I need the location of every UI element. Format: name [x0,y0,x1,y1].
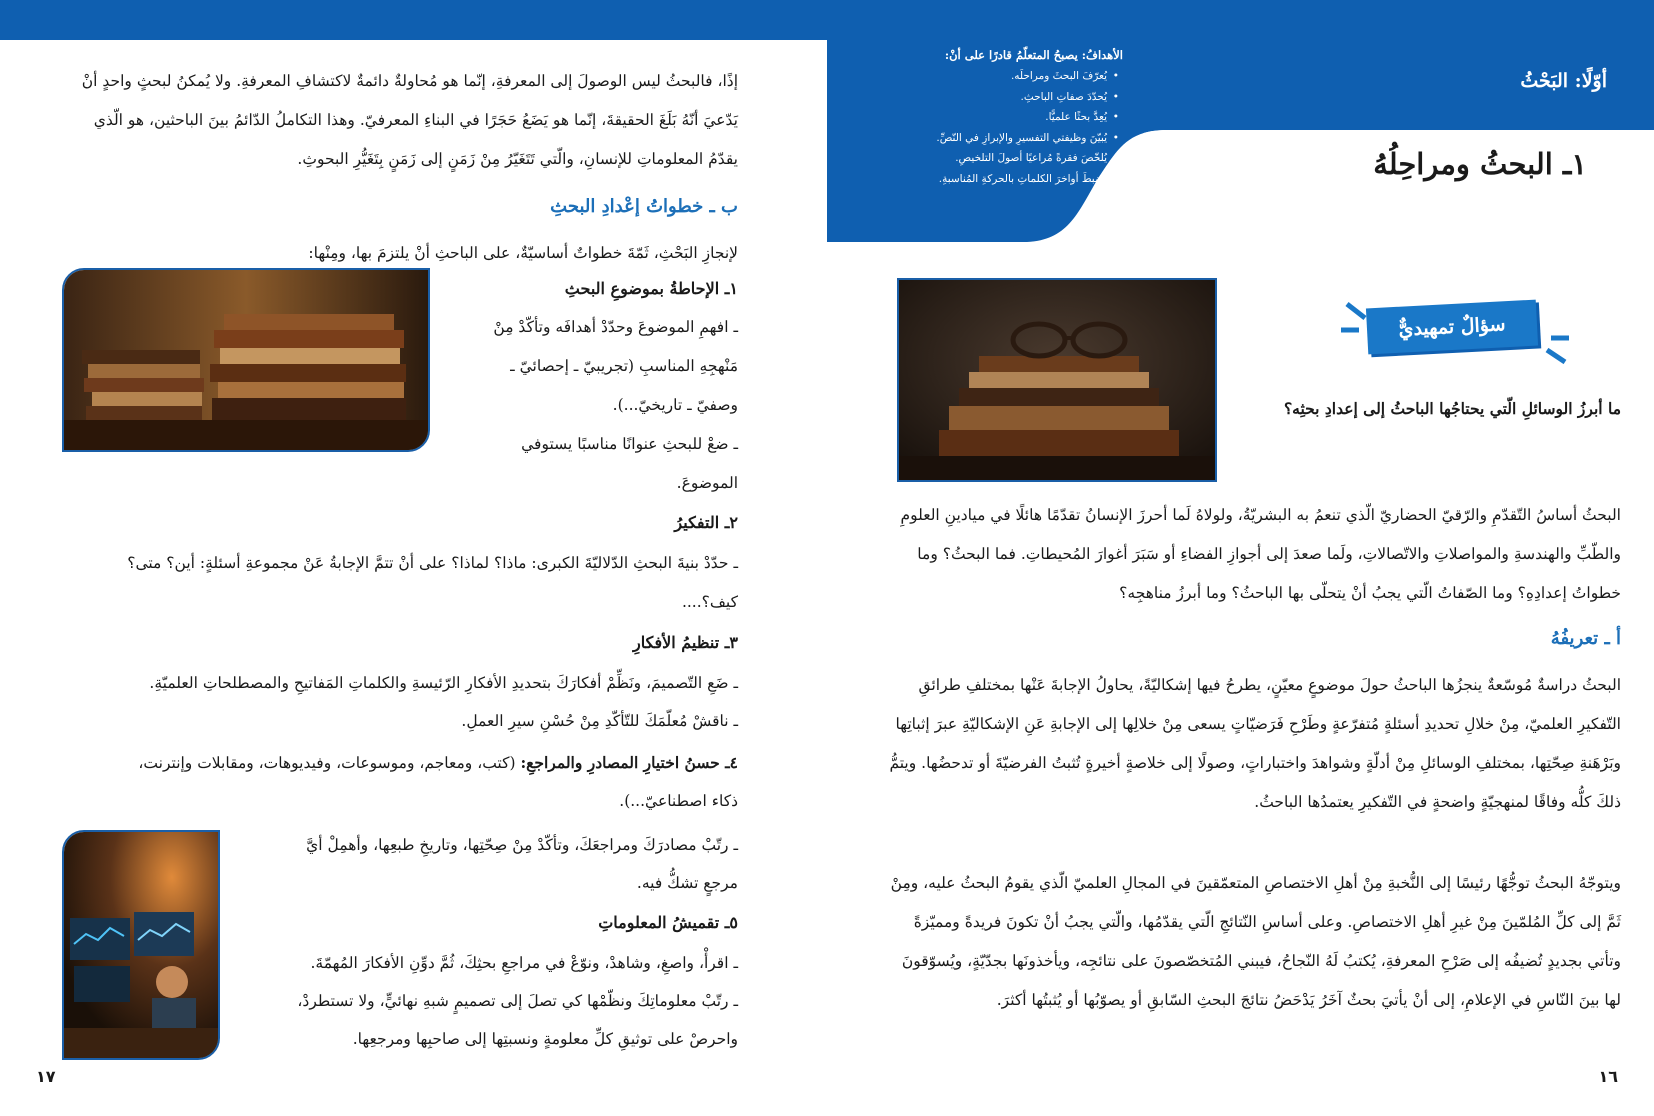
step2-list [62,544,738,622]
step4-item: ـ رتّبْ مصادرَكَ ومراجعَكَ، وتأكّدْ مِنْ صِحّتِها، وتاريخِ طبعِها، وأهمِلْ أيَّ [306,836,738,854]
section-a-title: أ ـ تعريفُهُ [1550,628,1621,649]
researcher-photo [62,830,220,1060]
section-b-intro: لإنجازِ البَحْثِ، ثَمّةَ خطواتٌ أساسيّةٌ، على الباحثِ أنْ يلتزمَ بها، ومِنْها: [308,244,738,262]
orientation-paragraph: ويتوجّهُ البحثُ توجُّهًا رئيسًا إلى النُّخبةِ مِنْ أهلِ الاختصاصِ المتعمّقينَ في المجالِ العلميّ الّذي يقومُ البحثُ عليه، ومِنْ ثَمَّ إلى كلِّ المُلمّينَ مِنْ غيرِ أهلِ الاختصاصِ. وعلى أساسِ النّتائجِ الّتي يقدّمُها، والّتي يجبُ أنْ تكونَ فريدةً ومميّزةً وتأتي بجديدٍ تُضيفُه إلى صَرْحِ المعرفةِ، يُكتبُ لَهُ النّجاحُ، فيبني المُتخصّصونَ على نتائجِه، ويأخذونَها بجدّيّةٍ، ويُسوّقونَ لها بينَ النّاسِ في الإعلامِ، إلى أنْ يأتيَ بحثٌ آخَرُ يَدْحَضُ نتائجَ البحثِ السّابقِ أو يصوّبُها أو يُثبتُها أكثرَ. [890,874,1621,1009]
books-glasses-photo [897,278,1217,482]
step4-list [226,826,738,902]
step1-line: ـ افهمِ الموضوعَ وحدّدْ أهدافَه وتأكّدْ مِنْ [493,318,738,336]
step3-line: ـ ناقشْ مُعلّمَكَ للتّأكّدِ مِنْ حُسْنِ سيرِ العملِ. [461,712,738,730]
page-number-right: ١٦ [1598,1067,1618,1086]
step5-item: واحرصْ على توثيقِ كلِّ معلومةٍ ونسبتِها إلى صاحبِها ومرجعِها. [352,1030,738,1048]
definition-paragraph: البحثُ دراسةٌ مُوسّعةٌ ينجزُها الباحثُ حولَ موضوعٍ معيّنٍ، يطرحُ فيها إشكاليّةً، يحاولُ الإجابةَ عَنْها بمختلفِ طرائقِ التّفكيرِ العلميّ، مِنْ خلالِ تحديدِ أسئلةٍ مُتفرّعةٍ وطَرْحِ فَرَضيّاتٍ يسعى مِنْ خلالِها إلى الإجابةِ عَنِ الإشكاليّةِ عبرَ إثباتِها وبَرْهَنةِ صِحّتِها، بمختلفِ الوسائلِ مِنْ أدلّةٍ وشواهدَ واختباراتٍ، وصولًا إلى خلاصةٍ أخيرةٍ تُثبتُ الفرضيّةَ أو تدحضُها. ويتمُّ ذلكَ كلُّه وفاقًا لمنهجيّةٍ واضحةٍ في التّفكيرِ يعتمدُها الباحثُ. [889,676,1621,811]
researcher-illustration [64,832,218,1058]
section-b-title: ب ـ خطواتُ إعْدادِ البحثِ [550,196,738,217]
intro-paragraph-left: إذًا، فالبحثُ ليس الوصولَ إلى المعرفةِ، إنّما هو مُحاولةٌ دائمةٌ لاكتشافِ المعرفةِ. ولا يُمكنُ لبحثٍ واحدٍ أنْ يَدّعيَ أنّهُ بَلَغَ الحقيقةَ، إنّما هو يَضَعُ حَجَرًا في البناءِ المعرفيّ. وهذا التكاملُ الدّائمُ بينَ الباحثين، هو الّذي يقدّمُ المعلوماتِ للإنسانِ، والّتي تَتَغَيّرُ مِنْ زَمَنٍ إلى زَمَنٍ بِتَغَيُّرِ البحوثِ. [81,72,738,168]
step4-line-2: ذكاء اصطناعيّ...). [619,792,738,810]
goal-item: • يَضبطَ أواخرَ الكلماتِ بالحركةِ المُناسبةِ. [853,169,1107,190]
page-16 [827,0,1654,1116]
goal-item: • يُحدّدَ صفاتِ الباحثِ. [853,87,1107,108]
books-photo [62,268,430,452]
step3-list [62,664,738,740]
step1-title: ١ـ الإحاطةُ بموضوعِ البحثِ [564,279,738,298]
step1-line: الموضوعَ. [676,474,738,492]
goal-item: • يُعرّفَ البحثَ ومراحلَه. [853,66,1107,87]
chapter-title: ١ـ البحثُ ومراحِلُهُ [1373,147,1587,181]
goals-box [853,44,1123,189]
goal-item: • يُعِدَّ بحثًا علميًّا. [853,107,1107,128]
step4-line [62,748,738,778]
step2-line: ـ حدّدْ بنيةَ البحثِ الدّلاليّةَ الكبرى: ماذا؟ لماذا؟ على أنْ تتمَّ الإجابةُ عَنْ مجموعةِ أسئلةٍ: أين؟ متى؟ [127,554,738,572]
books-illustration [64,270,428,450]
step1-list [440,308,738,503]
step3-title: ٣ـ تنظيمُ الأفكارِ [633,633,738,652]
step5-item: ـ اقرأْ، واصغِ، وشاهدْ، ونوّعْ في مراجعِ بحثِكَ، ثُمَّ دوِّنِ الأفكارَ المُهمّةَ. [310,954,738,972]
goal-item: • يُبيّنَ وظيفتي التفسيرِ والإبرازِ في النّصِّ. [853,128,1107,149]
step3-line: ـ ضَعِ التّصميمَ، ونَظِّمْ أفكارَكَ بتحديدِ الأفكارِ الرّئيسةِ والكلماتِ المَفاتيحِ والمصطلحاتِ العلميّةِ. [149,674,738,692]
step1-line: ـ ضعْ للبحثِ عنوانًا مناسبًا يستوفي [521,435,738,453]
page-number-left: ١٧ [36,1067,56,1086]
goal-item: • يُلخّصَ فقرةً مُراعيًا أصولَ التلخيصِ. [853,148,1107,169]
step2-title: ٢ـ التفكيرُ [674,513,738,532]
step1-line: مَنْهجِهِ المناسبِ (تجريبيّ ـ إحصائيّ ـ [510,357,738,375]
step5-item: ـ رتّبْ معلوماتِكَ ونظّمْها كي تصلَ إلى تصميمٍ شبهِ نهائيٍّ، ولا تستطردْ، [297,992,738,1010]
warmup-badge-wrap [1307,290,1607,370]
top-blue-bar-left [0,0,827,40]
step1-line: وصفيّ ـ تاريخيّ...). [612,396,738,414]
section-label: أوّلًا: البَحْثُ [1520,70,1607,92]
step5-title: ٥ـ تقميشُ المعلوماتِ [598,913,738,932]
step4-title: ٤ـ حسنُ اختيارِ المصادرِ والمراجعِ: [520,753,738,772]
warmup-badge: سؤالٌ تمهيديٌّ [1366,300,1538,355]
step4-item: مرجعٍ تشكُّ فيه. [636,874,738,892]
warmup-question: ما أبرزُ الوسائلِ الّتي يحتاجُها الباحثُ إلى إعدادِ بحثِه؟ [1283,399,1621,418]
step5-list [226,944,738,1058]
step2-line: كيف؟.... [681,593,738,611]
books-glasses-illustration [899,280,1215,480]
intro-paragraph-right: البحثُ أساسُ التّقدّمِ والرّقيّ الحضاريّ الّذي تنعمُ به البشريّةُ، ولولاهُ لَما أحرزَ الإنسانُ تقدّمًا هائلًا في ميادينِ العلومِ والطّبِّ والهندسةِ والمواصلاتِ والاتّصالاتِ، ولَما صعدَ إلى أجوازِ الفضاءِ أو سَبَرَ أغوارَ المُحيطاتِ. فما البحثُ؟ وما خطواتُ إعدادِهِ؟ وما الصّفاتُ الّتي يجبُ أنْ يتحلّى بها الباحثُ؟ وما أبرزُ مناهجِه؟ [900,506,1621,602]
goals-title: الأهدافُ: يصبحُ المتعلّمُ قادرًا على أنْ: [944,48,1123,62]
goals-list [853,66,1123,189]
step4-text: (كتب، ومعاجم، وموسوعات، وفيديوهات، ومقابلات وإنترنت، [138,754,521,772]
